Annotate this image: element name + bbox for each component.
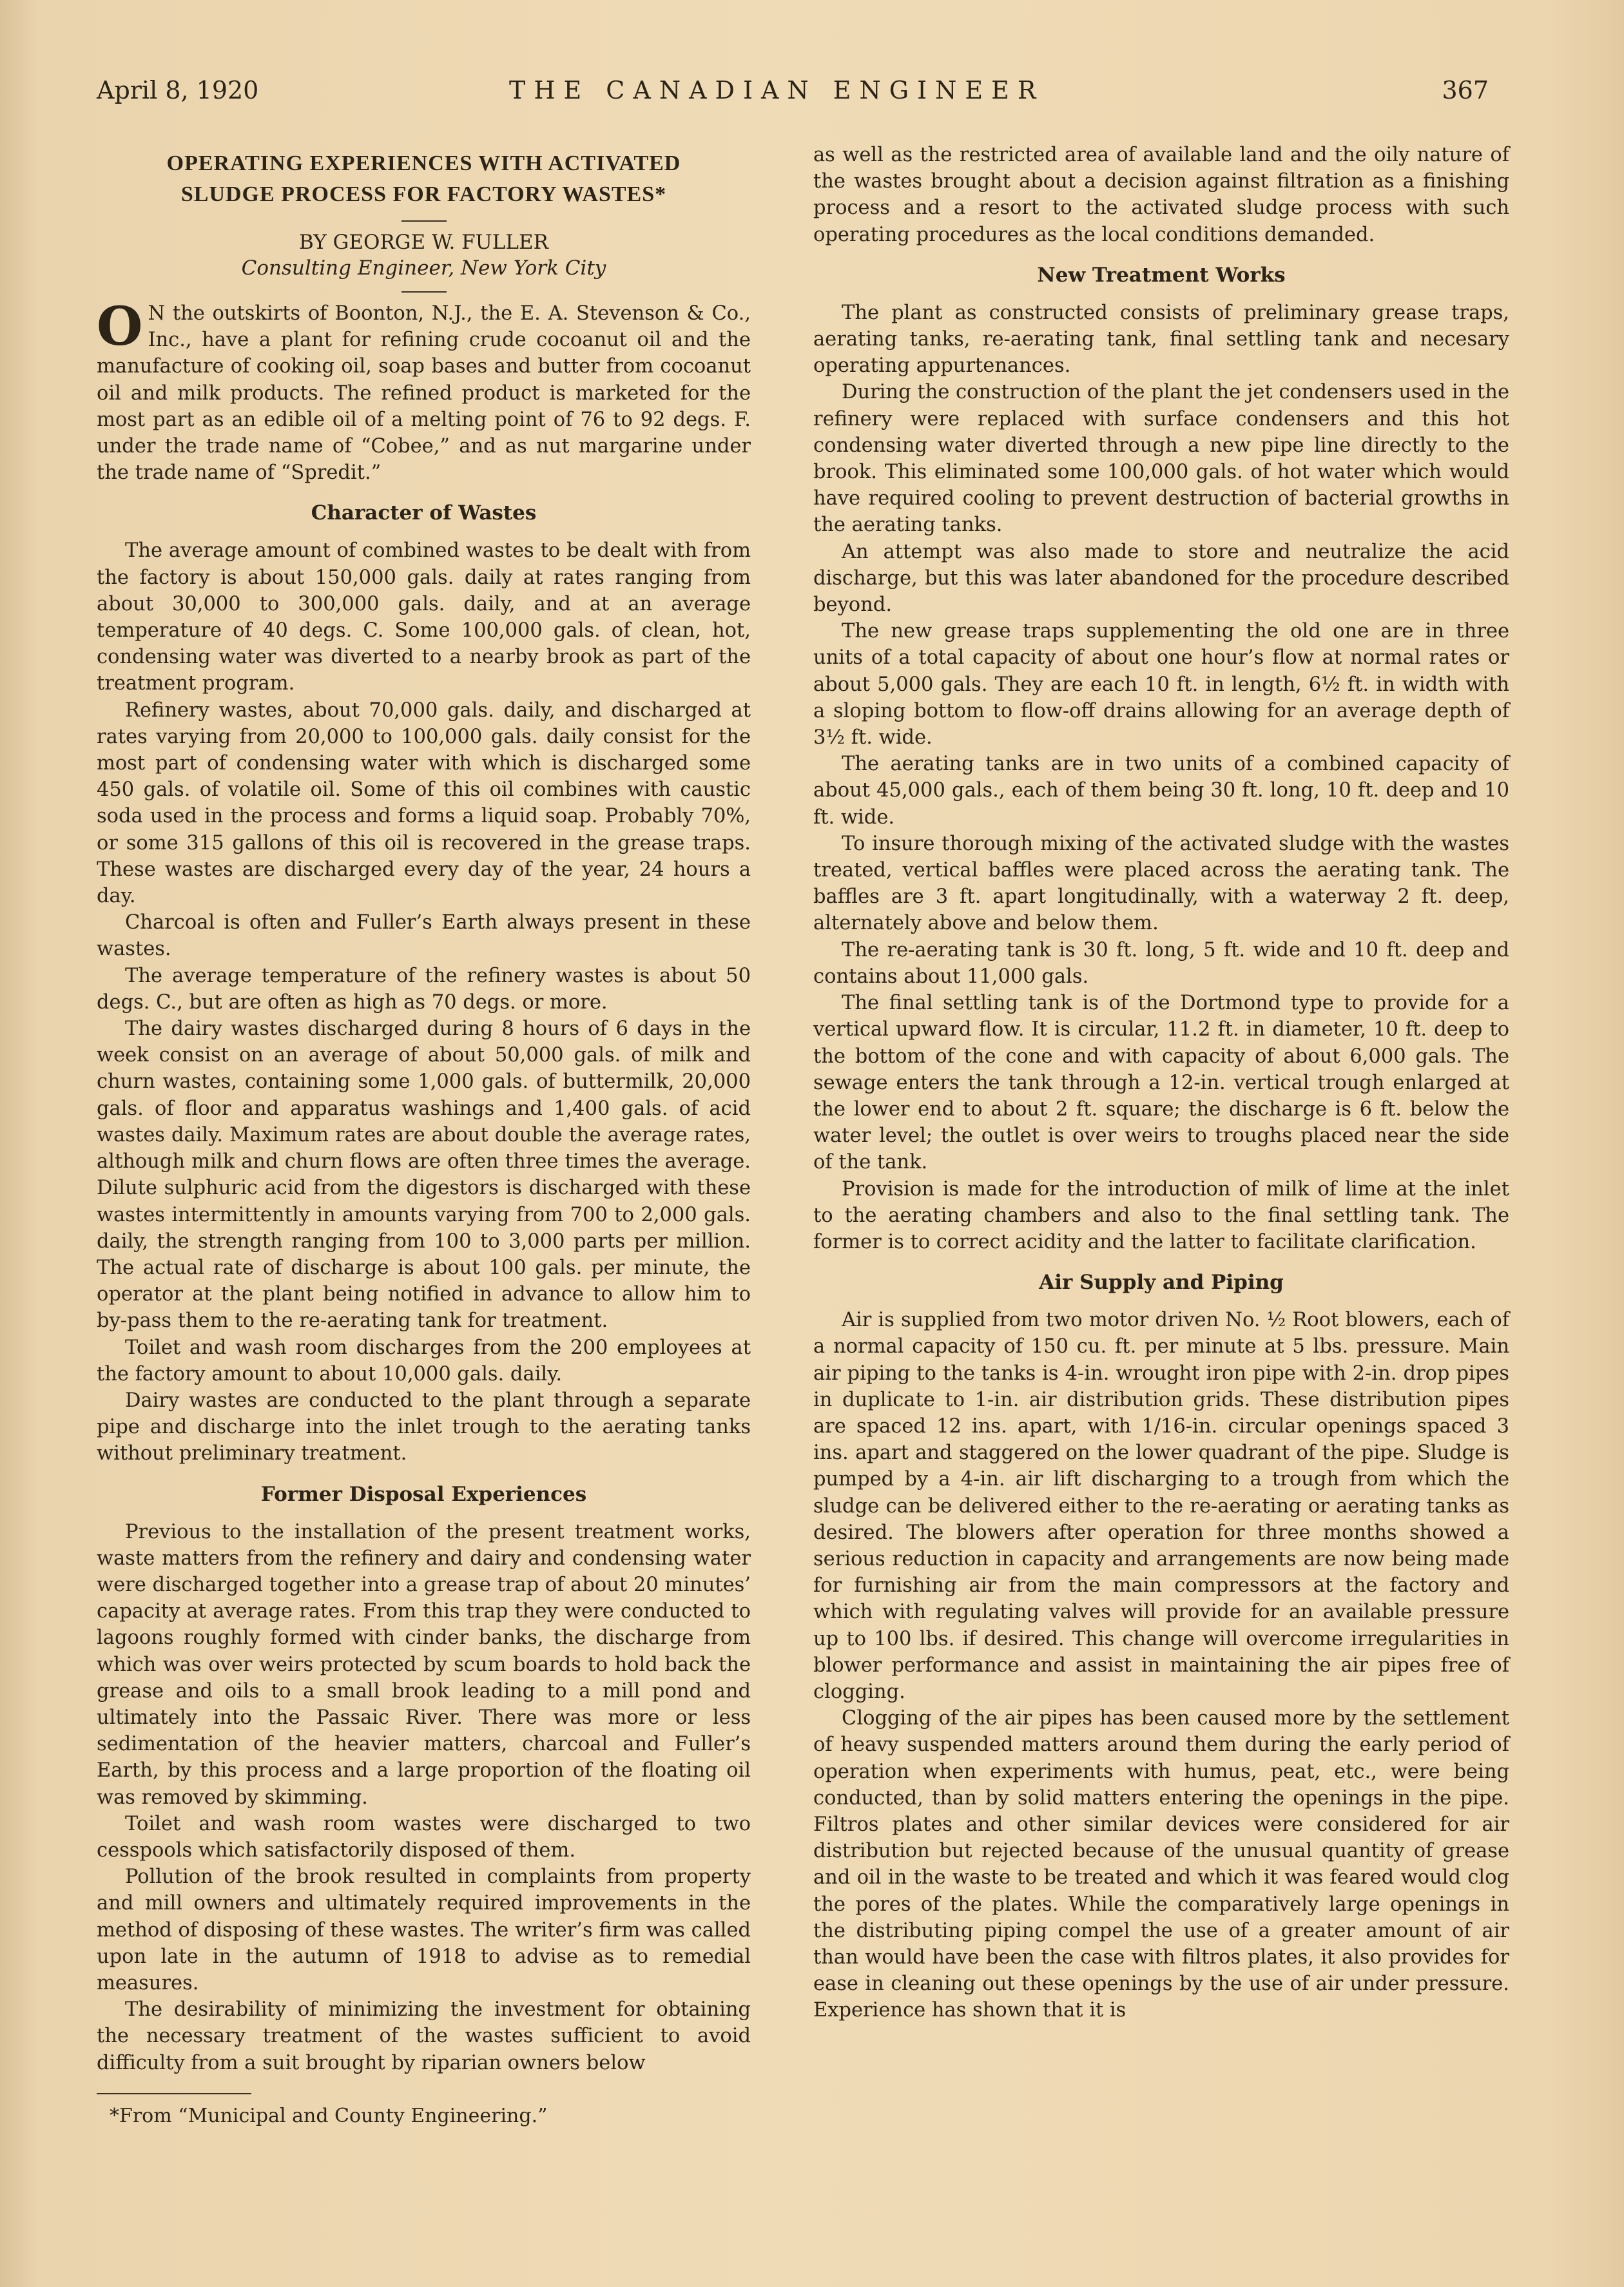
running-head: [97, 76, 1489, 115]
paragraph-continued: as well as the restricted area of available land and the oily nature of the wastes brought about a decision against filtration as a finishing process and a resort to the activated sludge process with such operating procedures as the local conditions demanded.: [813, 144, 1509, 246]
heading-character-of-wastes: Character of Wastes: [311, 501, 537, 525]
paragraph: The average amount of combined wastes to be dealt with from the factory is about 150,000 gals. daily at rates ranging from about 30,000 to 300,000 gals. daily, and at an average temperature of 40 degs. C. Some 100,000 gals. of clean, hot, condensing water was diverted to a nearby brook as part of the treatment program.: [97, 539, 751, 695]
left-column: [97, 142, 751, 2129]
paragraph: The final settling tank is of the Dortmond type to provide for a vertical upward flow. It is circular, 11.2 ft. in diameter, 10 ft. deep to the bottom of the cone and with capacity of about 6,000 gals. The sewage enters the tank through a 12-in. vertical trough enlarged at the lower end to about 2 ft. square; the discharge is 6 ft. below the water level; the outlet is over weirs to troughs placed near the side of the tank.: [813, 992, 1509, 1174]
paragraph: The desirability of minimizing the investment for obtaining the necessary treatment of the wastes sufficient to avoid difficulty from a suit brought by riparian owners below: [97, 1998, 751, 2074]
paragraph: An attempt was also made to store and neutralize the acid discharge, but this was later abandoned for the procedure described beyond.: [813, 540, 1509, 617]
paragraph: Dairy wastes are conducted to the plant through a separate pipe and discharge into the inlet trough to the aerating tanks without preliminary treatment.: [97, 1389, 751, 1465]
paragraph: During the construction of the plant the jet condensers used in the refinery were replaced with surface condensers and this hot condensing water diverted through a new pipe line directly to the brook. This eliminated some 100,000 gals. of hot water which would have required cooling to prevent destruction of bacterial growths in the aerating tanks.: [813, 381, 1509, 537]
paragraph: Toilet and wash room discharges from the 200 employees at the factory amount to about 10,000 gals. daily.: [97, 1336, 751, 1385]
paragraph: Toilet and wash room wastes were discharged to two cesspools which satisfactorily disposed of them.: [97, 1812, 751, 1862]
title-line-2: SLUDGE PROCESS FOR FACTORY WASTES*: [180, 182, 667, 206]
paragraph: The plant as constructed consists of preliminary grease traps, aerating tanks, re-aerating tank, final settling tank and necesary operating appurtenances.: [813, 301, 1509, 378]
right-column: [813, 142, 1509, 2024]
intro-text: N the outskirts of Boonton, N.J., the E. A. Stevenson & Co., Inc., have a plant for refining crude cocoanut oil and the manufacture of cooking oil, soap bases and butter from cocoanut oil and milk products. The refined product is marketed for the most part as an edible oil of a melting point of 76 to 92 degs. F. under the trade name of “Cobee,” and as nut margarine under the trade name of “Spredit.”: [97, 302, 751, 485]
paragraph: The dairy wastes discharged during 8 hours of 6 days in the week consist on an average of about 50,000 gals. of milk and churn wastes, containing some 1,000 gals. of buttermilk, 20,000 gals. of floor and apparatus washings and 1,400 gals. of acid wastes daily. Maximum rates are about double the average rates, although milk and churn flows are often three times the average. Dilute sulphuric acid from the digestors is discharged with these wastes intermittently in amounts varying from 700 to 2,000 gals. daily, the strength ranging from 100 to 3,000 parts per million. The actual rate of discharge is about 100 gals. per minute, the operator at the plant being notified in advance to allow him to by-pass them to the re-aerating tank for treatment.: [97, 1018, 751, 1333]
article-title: [97, 148, 751, 210]
paragraph: Air is supplied from two motor driven No. ½ Root blowers, each of a normal capacity of 150 cu. ft. per minute at 5 lbs. pressure. Main air piping to the tanks is 4-in. wrought iron pipe with 2-in. drop pipes in duplicate to 1-in. air distribution grids. These distribution pipes are spaced 12 ins. apart, with 1/16-in. circular openings spaced 3 ins. apart and staggered on the lower quadrant of the pipe. Sludge is pumped by a 4-in. air lift discharging to a trough from which the sludge can be delivered either to the re-aerating or aerating tanks as desired. The blowers after operation for three months showed a serious reduction in capacity and arrangements are now being made for furnishing air from the main compressors at the factory and which with regulating valves will provide for an available pressure up to 100 lbs. if desired. This change will overcome irregularities in blower performance and assist in maintaining the air pipes free of clogging.: [813, 1309, 1509, 1703]
issue-date: April 8, 1920: [97, 76, 259, 104]
title-line-1: OPERATING EXPERIENCES WITH ACTIVATED: [166, 151, 681, 175]
paragraph: Charcoal is often and Fuller’s Earth always present in these wastes.: [97, 911, 751, 961]
heading-new-treatment-works: New Treatment Works: [1037, 263, 1286, 287]
author-affiliation: Consulting Engineer, New York City: [241, 256, 606, 280]
heading-air-supply: Air Supply and Piping: [1039, 1271, 1284, 1295]
paragraph: Pollution of the brook resulted in complaints from property and mill owners and ultimately required improvements in the method of disposing of these wastes. The writer’s firm was called upon late in the autumn of 1918 to advise as to remedial measures.: [97, 1866, 751, 1994]
drop-cap: O: [97, 296, 143, 358]
paragraph: To insure thorough mixing of the activated sludge with the wastes treated, vertical baffles were placed across the aerating tank. The baffles are 3 ft. apart longitudinally, with a waterway 2 ft. deep, alternately above and below them.: [813, 832, 1509, 935]
byline-rule: [401, 291, 447, 293]
paragraph: Provision is made for the introduction of milk of lime at the inlet to the aerating chambers and also to the final settling tank. The former is to correct acidity and the latter to facilitate clarification.: [813, 1177, 1509, 1253]
paragraph: Previous to the installation of the present treatment works, waste matters from the refinery and dairy and condensing water were discharged together into a grease trap of about 20 minutes’ capacity at average rates. From this trap they were conducted to lagoons roughly formed with cinder banks, the discharge from which was over weirs protected by scum boards to hold back the grease and oils to a small brook leading to a mill pond and ultimately into the Passaic River. There was more or less sedimentation of the heavier matters, charcoal and Fuller’s Earth, by this process and a large proportion of the floating oil was removed by skimming.: [97, 1520, 751, 1809]
footnote-rule: [97, 2093, 251, 2094]
page-number: 367: [1442, 76, 1489, 104]
title-rule: [401, 220, 447, 222]
paragraph: The average temperature of the refinery wastes is about 50 degs. C., but are often as high as 70 degs. or more.: [97, 964, 751, 1014]
paragraph: The re-aerating tank is 30 ft. long, 5 ft. wide and 10 ft. deep and contains about 11,000 gals.: [813, 938, 1509, 988]
intro-paragraph: [97, 296, 751, 486]
paragraph: Refinery wastes, about 70,000 gals. daily, and discharged at rates varying from 20,000 to 100,000 gals. daily consist for the most part of condensing water with which is discharged some 450 gals. of volatile oil. Some of this oil combines with caustic soda used in the process and forms a liquid soap. Probably 70%, or some 315 gallons of this oil is recovered in the grease traps. These wastes are discharged every day of the year, 24 hours a day.: [97, 699, 751, 908]
paragraph: Clogging of the air pipes has been caused more by the settlement of heavy suspended matters around them during the early period of operation when experiments with humus, peat, etc., were being conducted, than by solid matters entering the openings in the pipe. Filtros plates and other similar devices were considered for air distribution but rejected because of the unusual quantity of grease and oil in the waste to be treated and which it was feared would clog the pores of the plates. While the comparatively large openings in the distributing piping compel the use of a greater amount of air than would have been the case with filtros plates, it also provides for ease in cleaning out these openings by the use of air under pressure. Experience has shown that it is: [813, 1707, 1509, 2022]
paragraph: The aerating tanks are in two units of a combined capacity of about 45,000 gals., each of them being 30 ft. long, 10 ft. deep and 10 ft. wide.: [813, 753, 1509, 829]
footnote: *From “Municipal and County Engineering.”: [110, 2104, 548, 2127]
byline: BY GEORGE W. FULLER: [299, 231, 548, 254]
paragraph: The new grease traps supplementing the old one are in three units of a total capacity of about one hour’s flow at normal rates or about 5,000 gals. They are each 10 ft. in length, 6½ ft. in width with a sloping bottom to flow-off drains allowing for an average depth of 3½ ft. wide.: [813, 620, 1509, 749]
journal-title: THE CANADIAN ENGINEER: [509, 76, 1045, 104]
heading-former-disposal: Former Disposal Experiences: [260, 1482, 587, 1506]
